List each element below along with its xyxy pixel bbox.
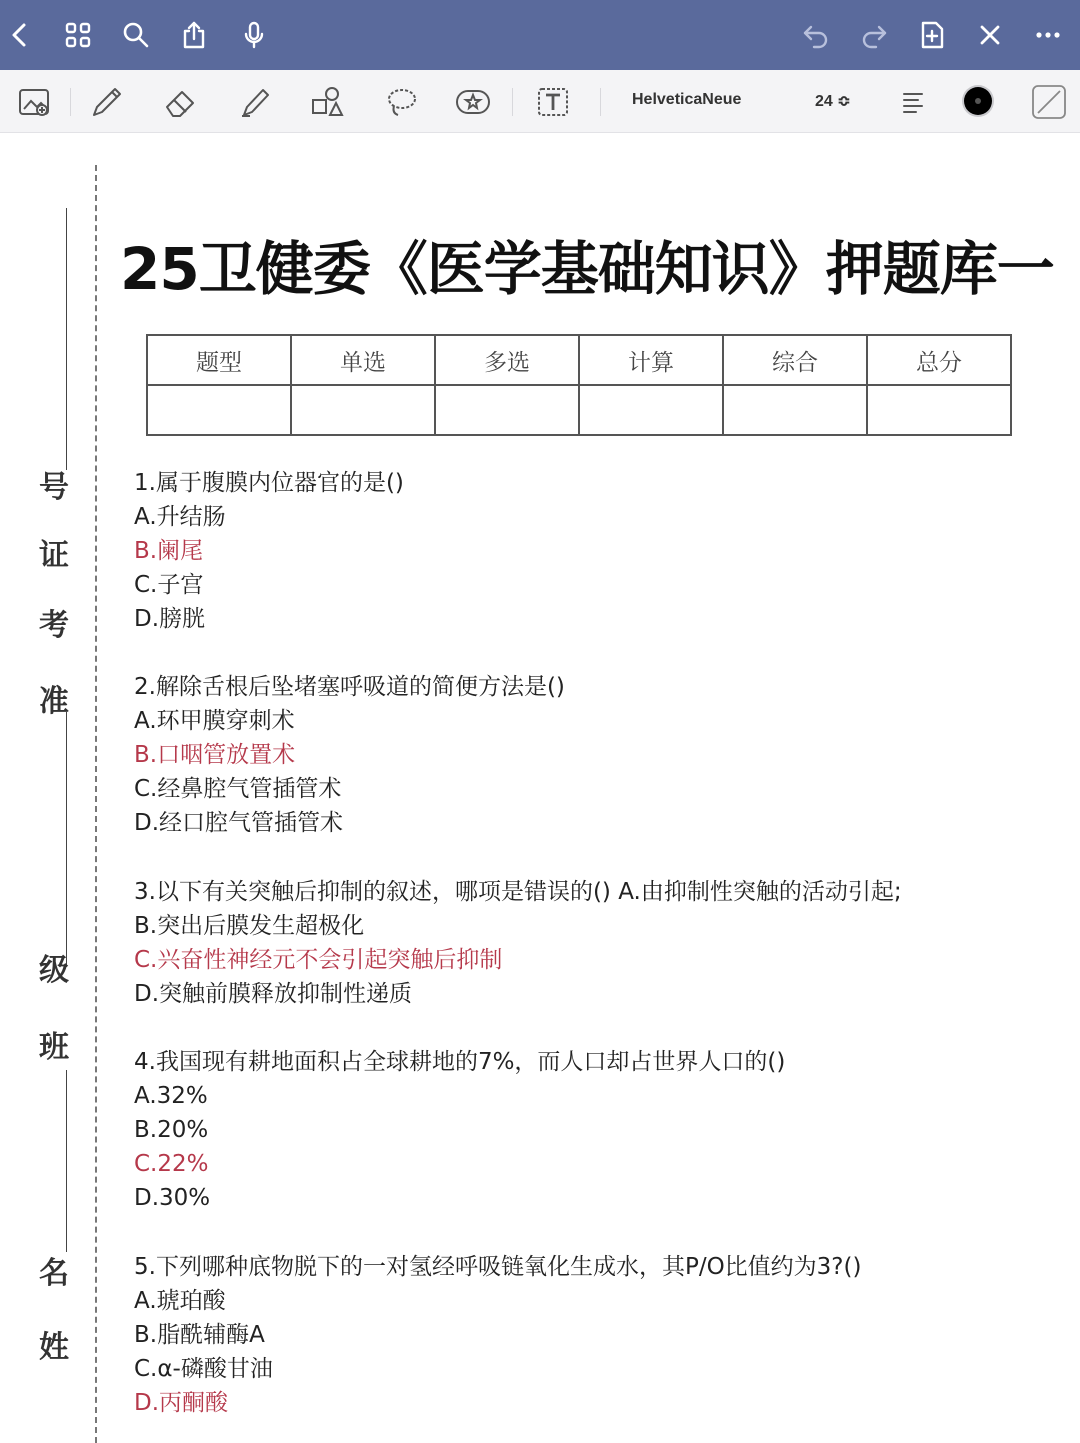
question-option: C.子宫	[134, 572, 204, 598]
question-stem: 5.下列哪种底物脱下的一对氢经呼吸链氧化生成水，其P/O比值约为3?()	[134, 1254, 862, 1280]
exam-id-label: 号	[39, 470, 69, 505]
class-label: 班	[39, 1030, 69, 1065]
question-option: D.突触前膜释放抑制性递质	[134, 981, 413, 1007]
question-option: B.脂酰辅酶A	[134, 1322, 265, 1348]
exam-id-label: 准	[39, 684, 69, 719]
question-option-answer: B.阑尾	[134, 538, 204, 564]
question-option: A.升结肠	[134, 504, 226, 530]
question-stem: 4.我国现有耕地面积占全球耕地的7%，而人口却占世界人口的()	[134, 1049, 786, 1075]
question-option: A.环甲膜穿刺术	[134, 708, 295, 734]
search-icon[interactable]	[120, 19, 152, 51]
question-option: B.突出后膜发生超极化	[134, 913, 365, 939]
lasso-tool-icon[interactable]	[382, 83, 420, 121]
align-left-icon[interactable]	[894, 83, 932, 121]
score-table-header-row	[147, 335, 1011, 385]
back-chevron-icon[interactable]	[4, 19, 36, 51]
eraser-tool-icon[interactable]	[162, 83, 200, 121]
shapes-tool-icon[interactable]	[308, 83, 346, 121]
score-table	[146, 334, 1012, 436]
share-icon[interactable]	[178, 19, 210, 51]
score-blank-cell[interactable]	[291, 385, 435, 435]
class-label: 级	[39, 953, 69, 988]
no-fill-icon[interactable]	[1030, 83, 1068, 121]
image-tool-icon[interactable]	[16, 83, 54, 121]
question-stem: 2.解除舌根后坠堵塞呼吸道的简便方法是()	[134, 674, 565, 700]
font-size-stepper[interactable]: 24 ≎	[815, 93, 851, 110]
score-blank-cell[interactable]	[867, 385, 1011, 435]
question-option: A.32%	[134, 1083, 208, 1109]
drawing-toolbar	[0, 70, 1080, 133]
toolbar-divider	[512, 88, 513, 116]
question-option: D.经口腔气管插管术	[134, 810, 344, 836]
question-option: A.琥珀酸	[134, 1288, 226, 1314]
question-1	[134, 466, 404, 636]
text-tool-icon[interactable]	[534, 83, 572, 121]
name-label: 名	[39, 1256, 69, 1291]
more-icon[interactable]	[1032, 19, 1064, 51]
page-title: 25卫健委《医学基础知识》押题库一	[120, 235, 1054, 303]
question-3	[134, 875, 902, 1011]
microphone-icon[interactable]	[238, 19, 270, 51]
question-option: D.30%	[134, 1185, 211, 1211]
binding-dashed-line	[95, 165, 97, 1443]
font-name-selector[interactable]: HelveticaNeue	[632, 91, 742, 108]
score-header-cell: 总分	[867, 335, 1011, 385]
undo-icon[interactable]	[800, 19, 832, 51]
question-5	[134, 1250, 861, 1420]
exam-id-label: 证	[39, 538, 69, 573]
score-header-cell: 题型	[147, 335, 291, 385]
question-option-answer: C.兴奋性神经元不会引起突触后抑制	[134, 947, 503, 973]
redo-icon[interactable]	[858, 19, 890, 51]
exam-id-write-line	[66, 208, 67, 470]
highlighter-tool-icon[interactable]	[236, 83, 274, 121]
question-option: D.膀胱	[134, 606, 206, 632]
question-option-answer: B.口咽管放置术	[134, 742, 296, 768]
score-blank-cell[interactable]	[723, 385, 867, 435]
score-header-cell: 单选	[291, 335, 435, 385]
score-header-cell: 多选	[435, 335, 579, 385]
score-table-blank-row	[147, 385, 1011, 435]
color-picker[interactable]	[964, 87, 992, 115]
exam-id-label: 考	[39, 608, 69, 643]
question-2	[134, 670, 565, 840]
name-write-line	[66, 1070, 67, 1252]
score-header-cell: 综合	[723, 335, 867, 385]
add-page-icon[interactable]	[916, 19, 948, 51]
close-icon[interactable]	[974, 19, 1006, 51]
name-label: 姓	[39, 1330, 69, 1365]
score-blank-cell[interactable]	[579, 385, 723, 435]
score-blank-cell[interactable]	[435, 385, 579, 435]
question-option: B.20%	[134, 1117, 209, 1143]
question-option-answer: C.22%	[134, 1151, 209, 1177]
score-header-cell: 计算	[579, 335, 723, 385]
pen-tool-icon[interactable]	[88, 83, 126, 121]
sticker-tool-icon[interactable]	[454, 83, 492, 121]
grid-view-icon[interactable]	[62, 19, 94, 51]
score-blank-cell[interactable]	[147, 385, 291, 435]
question-4	[134, 1045, 785, 1215]
question-option: C.经鼻腔气管插管术	[134, 776, 342, 802]
question-stem: 1.属于腹膜内位器官的是()	[134, 470, 404, 496]
class-write-line	[66, 712, 67, 967]
top-nav-bar	[0, 0, 1080, 70]
question-option: C.α-磷酸甘油	[134, 1356, 273, 1382]
toolbar-divider	[600, 88, 601, 116]
question-stem: 3.以下有关突触后抑制的叙述，哪项是错误的() A.由抑制性突触的活动引起;	[134, 879, 902, 905]
question-option-answer: D.丙酮酸	[134, 1390, 229, 1416]
toolbar-divider	[70, 88, 71, 116]
